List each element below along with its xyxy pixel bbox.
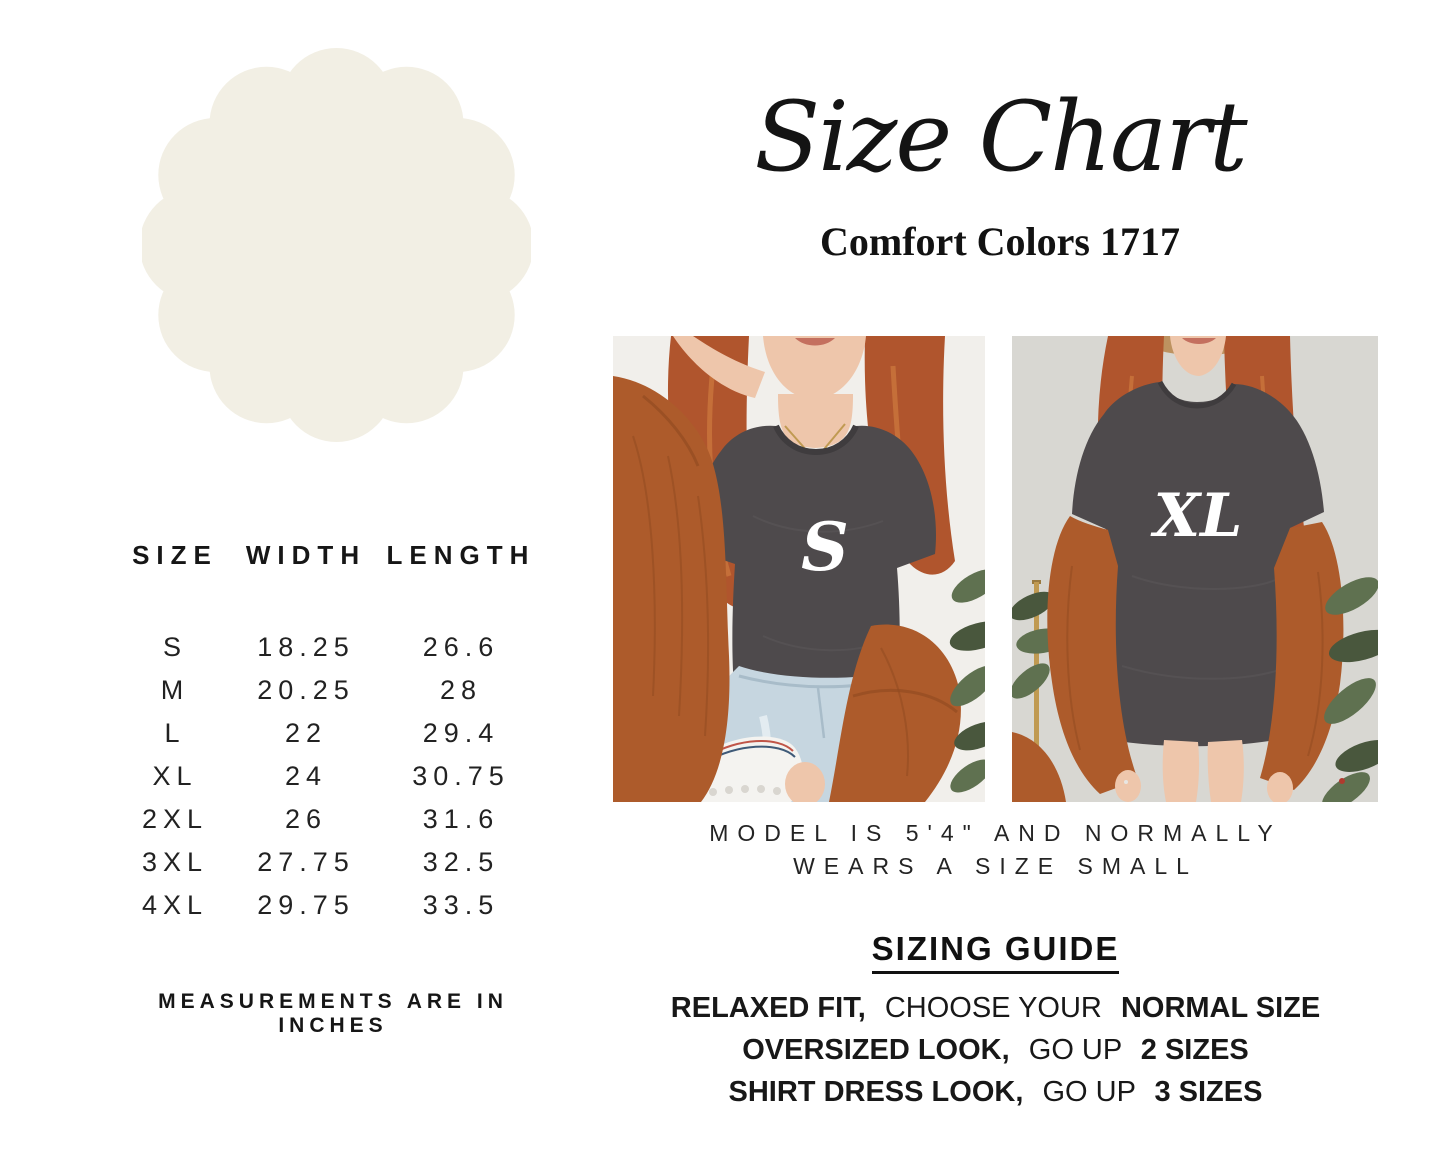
sizing-guide-line xyxy=(613,1071,1378,1113)
length-value: 31.6 xyxy=(422,804,500,834)
shirt-size-label-s: S xyxy=(801,508,849,586)
length-value: 29.4 xyxy=(422,718,500,748)
size-value: 2XL xyxy=(141,804,209,834)
model-caption-line1: MODEL IS 5'4" AND NORMALLY xyxy=(709,820,1282,846)
width-value: 29.75 xyxy=(257,890,355,920)
table-row xyxy=(112,841,548,884)
width-value: 26 xyxy=(284,804,328,834)
width-value: 20.25 xyxy=(257,675,355,705)
table-row xyxy=(112,626,548,669)
size-value: L xyxy=(164,718,186,748)
size-value: S xyxy=(162,632,187,662)
guide-regular-segment: GO UP xyxy=(1042,1076,1136,1108)
length-value: 33.5 xyxy=(422,890,500,920)
size-value: 4XL xyxy=(141,890,209,920)
column-header-width: WIDTH xyxy=(245,540,367,570)
size-table-header-row xyxy=(112,540,548,571)
sizing-guide-heading: SIZING GUIDE xyxy=(872,930,1120,974)
model-caption xyxy=(613,817,1378,883)
measurements-note: MEASUREMENTS ARE IN INCHES xyxy=(158,990,508,1037)
model-photo-size-xl xyxy=(1012,336,1378,802)
table-row xyxy=(112,798,548,841)
width-value: 22 xyxy=(284,718,328,748)
length-value: 26.6 xyxy=(422,632,500,662)
size-value: 3XL xyxy=(141,847,209,877)
leg xyxy=(1208,740,1244,802)
table-row xyxy=(112,884,548,927)
flower-shape xyxy=(142,48,531,442)
width-value: 18.25 xyxy=(257,632,355,662)
size-table xyxy=(112,540,548,927)
page-title: Size Chart xyxy=(754,81,1246,193)
length-value: 30.75 xyxy=(412,761,510,791)
length-value: 32.5 xyxy=(422,847,500,877)
table-row xyxy=(112,755,548,798)
length-value: 28 xyxy=(439,675,483,705)
ring xyxy=(1124,780,1128,784)
width-value: 27.75 xyxy=(257,847,355,877)
guide-bold-segment: 3 SIZES xyxy=(1154,1076,1263,1108)
guide-bold-segment: 2 SIZES xyxy=(1140,1034,1249,1066)
table-row xyxy=(112,712,548,755)
scalloped-flower-decoration xyxy=(142,48,531,442)
leg xyxy=(1163,740,1199,802)
sizing-guide-line xyxy=(613,987,1378,1029)
sizing-guide-line xyxy=(613,1029,1378,1071)
model-caption-line2: WEARS A SIZE SMALL xyxy=(793,853,1198,879)
column-header-length: LENGTH xyxy=(386,540,536,570)
size-value: M xyxy=(160,675,190,705)
guide-bold-segment: SHIRT DRESS LOOK, xyxy=(728,1076,1024,1108)
table-row xyxy=(112,669,548,712)
product-subtitle: Comfort Colors 1717 xyxy=(820,219,1180,264)
column-header-size: SIZE xyxy=(132,540,218,570)
guide-regular-segment: GO UP xyxy=(1028,1034,1122,1066)
shirt-size-label-xl: XL xyxy=(1153,481,1243,551)
width-value: 24 xyxy=(284,761,328,791)
guide-bold-segment: NORMAL SIZE xyxy=(1120,992,1321,1024)
hand xyxy=(1115,770,1141,802)
guide-bold-segment: RELAXED FIT, xyxy=(670,992,866,1024)
size-value: XL xyxy=(152,761,198,791)
sizing-guide-lines xyxy=(613,987,1378,1113)
sizing-guide xyxy=(613,930,1378,1113)
model-photo-size-s xyxy=(613,336,985,802)
guide-bold-segment: OVERSIZED LOOK, xyxy=(742,1034,1010,1066)
size-table-body xyxy=(112,626,548,927)
header xyxy=(690,62,1310,265)
guide-regular-segment: CHOOSE YOUR xyxy=(884,992,1102,1024)
